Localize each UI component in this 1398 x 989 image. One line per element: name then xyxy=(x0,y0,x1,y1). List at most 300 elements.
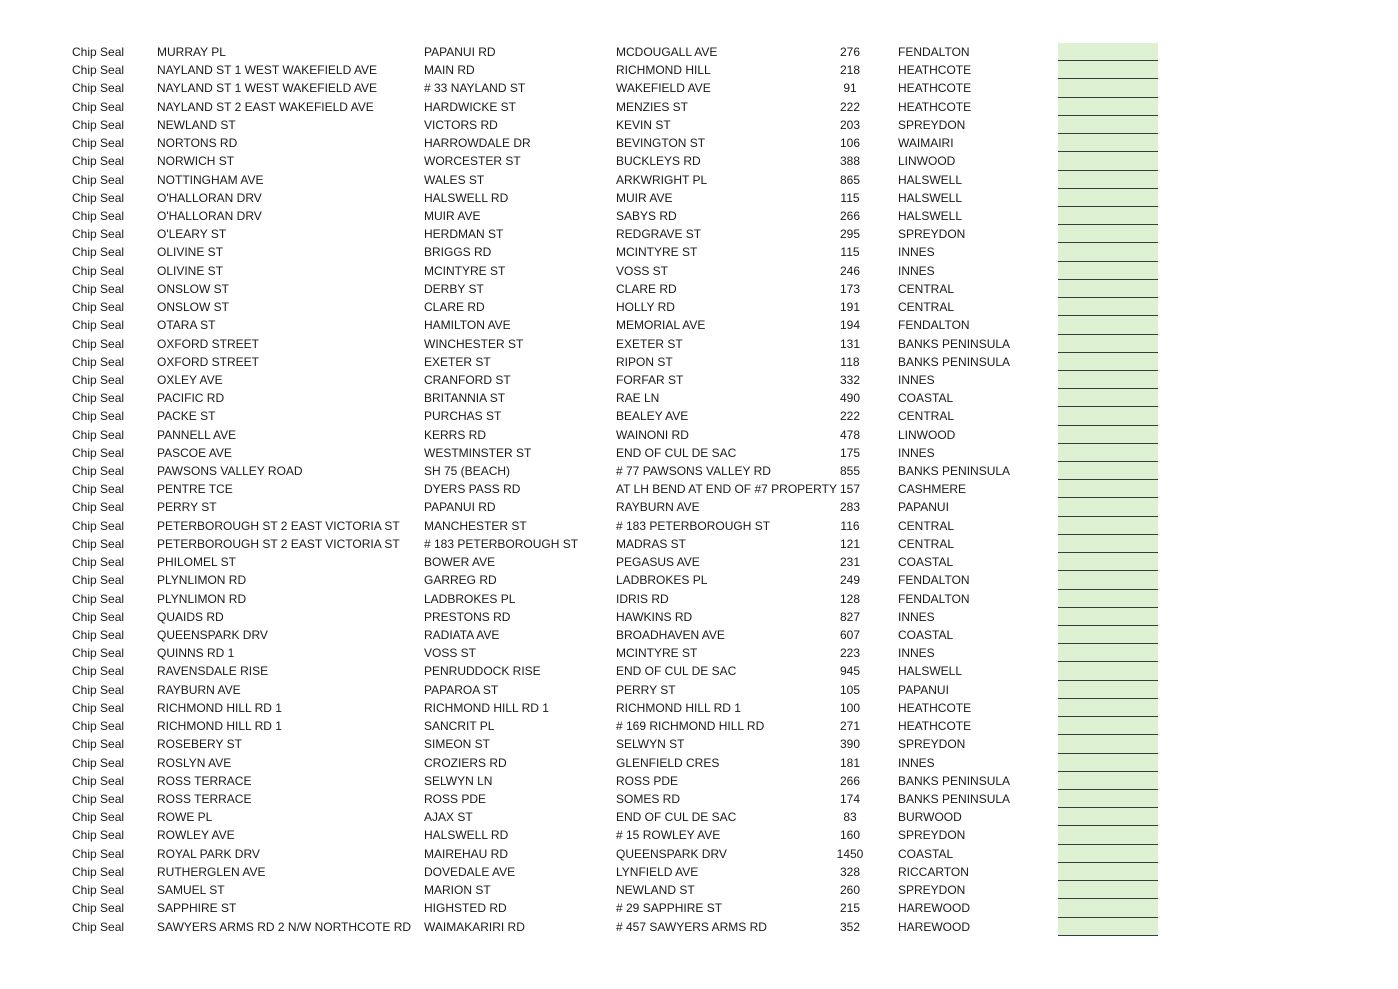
table-row xyxy=(0,462,1398,480)
table-row xyxy=(0,298,1398,316)
highlight-cell[interactable] xyxy=(1058,571,1158,589)
highlight-cell[interactable] xyxy=(1058,681,1158,699)
table-row xyxy=(0,918,1398,936)
from-cell: SIMEON ST xyxy=(424,737,491,752)
from-cell: MCINTYRE ST xyxy=(424,263,506,278)
ward-cell: COASTAL xyxy=(898,391,954,406)
length-cell: 157 xyxy=(839,482,861,497)
to-cell: REDGRAVE ST xyxy=(616,227,702,242)
highlight-cell[interactable] xyxy=(1058,845,1158,863)
highlight-cell[interactable] xyxy=(1058,134,1158,152)
to-cell: END OF CUL DE SAC xyxy=(616,445,737,460)
treatment-cell: Chip Seal xyxy=(72,63,125,78)
highlight-cell[interactable] xyxy=(1058,480,1158,498)
highlight-cell[interactable] xyxy=(1058,881,1158,899)
ward-cell: HALSWELL xyxy=(898,208,963,223)
ward-cell: FENDALTON xyxy=(898,45,970,59)
length-cell: 215 xyxy=(839,901,861,916)
to-cell: RAE LN xyxy=(616,391,660,406)
from-cell: BRIGGS RD xyxy=(424,245,492,260)
treatment-cell: Chip Seal xyxy=(72,99,125,114)
length-cell: 173 xyxy=(839,281,861,296)
treatment-cell: Chip Seal xyxy=(72,919,125,934)
highlight-cell[interactable] xyxy=(1058,207,1158,225)
to-cell: BEVINGTON ST xyxy=(616,136,706,151)
length-cell: 115 xyxy=(840,245,860,260)
highlight-cell[interactable] xyxy=(1058,626,1158,644)
street-cell: PHILOMEL ST xyxy=(157,555,236,570)
treatment-cell: Chip Seal xyxy=(72,427,125,442)
street-cell: QUINNS RD 1 xyxy=(157,646,235,661)
table-row xyxy=(0,116,1398,134)
street-cell: ROSS TERRACE xyxy=(157,791,252,806)
length-cell: 181 xyxy=(839,755,861,770)
length-cell: 283 xyxy=(839,500,861,515)
ward-cell: LINWOOD xyxy=(898,427,956,442)
from-cell: PRESTONS RD xyxy=(424,609,511,624)
street-cell: PLYNLIMON RD xyxy=(157,573,247,588)
from-cell: WINCHESTER ST xyxy=(424,336,524,351)
highlight-cell[interactable] xyxy=(1058,353,1158,371)
treatment-cell: Chip Seal xyxy=(72,482,125,497)
length-cell: 352 xyxy=(839,919,861,934)
table-row xyxy=(0,681,1398,699)
from-cell: KERRS RD xyxy=(424,427,487,442)
street-cell: SAWYERS ARMS RD 2 N/W NORTHCOTE RD xyxy=(157,919,412,934)
street-cell: RUTHERGLEN AVE xyxy=(157,864,266,879)
treatment-cell: Chip Seal xyxy=(72,81,125,96)
from-cell: MANCHESTER ST xyxy=(424,518,527,533)
highlight-cell[interactable] xyxy=(1058,98,1158,116)
to-cell: GLENFIELD CRES xyxy=(616,755,720,770)
ward-cell: CENTRAL xyxy=(898,300,955,315)
length-cell: 118 xyxy=(840,354,860,369)
from-cell: PAPANUI RD xyxy=(424,45,496,59)
highlight-cell[interactable] xyxy=(1058,444,1158,462)
table-row xyxy=(0,43,1398,61)
table-row xyxy=(0,571,1398,589)
to-cell: SOMES RD xyxy=(616,791,681,806)
highlight-cell[interactable] xyxy=(1058,280,1158,298)
to-cell: MCDOUGALL AVE xyxy=(616,45,718,59)
length-cell: 865 xyxy=(839,172,861,187)
ward-cell: WAIMAIRI xyxy=(898,136,954,151)
ward-cell: BANKS PENINSULA xyxy=(898,336,1011,351)
table-row xyxy=(0,171,1398,189)
length-cell: 388 xyxy=(839,154,861,169)
table-row xyxy=(0,899,1398,917)
from-cell: PURCHAS ST xyxy=(424,409,502,424)
street-cell: SAMUEL ST xyxy=(157,883,225,898)
street-cell: PASCOE AVE xyxy=(157,445,232,460)
ward-cell: BANKS PENINSULA xyxy=(898,464,1011,479)
to-cell: IDRIS RD xyxy=(616,591,669,606)
length-cell: 827 xyxy=(839,609,861,624)
to-cell: RAYBURN AVE xyxy=(616,500,700,515)
length-cell: 490 xyxy=(839,391,861,406)
to-cell: END OF CUL DE SAC xyxy=(616,810,737,825)
highlight-cell[interactable] xyxy=(1058,735,1158,753)
to-cell: FORFAR ST xyxy=(616,372,684,387)
to-cell: MCINTYRE ST xyxy=(616,245,698,260)
street-cell: OLIVINE ST xyxy=(157,263,224,278)
highlight-cell[interactable] xyxy=(1058,644,1158,662)
ward-cell: FENDALTON xyxy=(898,318,970,333)
from-cell: CROZIERS RD xyxy=(424,755,507,770)
street-cell: MURRAY PL xyxy=(157,45,226,59)
ward-cell: CENTRAL xyxy=(898,281,955,296)
street-cell: PACIFIC RD xyxy=(157,391,225,406)
street-cell: O'LEARY ST xyxy=(157,227,227,242)
treatment-cell: Chip Seal xyxy=(72,464,125,479)
street-cell: RAVENSDALE RISE xyxy=(157,664,269,679)
length-cell: 295 xyxy=(839,227,861,242)
from-cell: WALES ST xyxy=(424,172,485,187)
highlight-cell[interactable] xyxy=(1058,371,1158,389)
length-cell: 266 xyxy=(839,773,861,788)
table-row xyxy=(0,316,1398,334)
ward-cell: FENDALTON xyxy=(898,573,970,588)
from-cell: HALSWELL RD xyxy=(424,828,509,843)
ward-cell: INNES xyxy=(898,372,935,387)
treatment-cell: Chip Seal xyxy=(72,300,125,315)
street-cell: ROSEBERY ST xyxy=(157,737,242,752)
highlight-cell[interactable] xyxy=(1058,116,1158,134)
length-cell: 266 xyxy=(839,208,861,223)
ward-cell: FENDALTON xyxy=(898,591,970,606)
to-cell: SELWYN ST xyxy=(616,737,685,752)
highlight-cell[interactable] xyxy=(1058,590,1158,608)
highlight-cell[interactable] xyxy=(1058,717,1158,735)
treatment-cell: Chip Seal xyxy=(72,281,125,296)
table-row xyxy=(0,626,1398,644)
street-cell: ROSLYN AVE xyxy=(157,755,232,770)
highlight-cell[interactable] xyxy=(1058,826,1158,844)
street-cell: PENTRE TCE xyxy=(157,482,233,497)
ward-cell: PAPANUI xyxy=(898,682,949,697)
length-cell: 174 xyxy=(839,791,861,806)
street-cell: RICHMOND HILL RD 1 xyxy=(157,719,282,734)
to-cell: LYNFIELD AVE xyxy=(616,864,699,879)
highlight-cell[interactable] xyxy=(1058,225,1158,243)
length-cell: 332 xyxy=(839,372,861,387)
table-row xyxy=(0,608,1398,626)
street-cell: PETERBOROUGH ST 2 EAST VICTORIA ST xyxy=(157,518,400,533)
to-cell: WAKEFIELD AVE xyxy=(616,81,711,96)
table-row xyxy=(0,243,1398,261)
highlight-cell[interactable] xyxy=(1058,262,1158,280)
ward-cell: HALSWELL xyxy=(898,190,963,205)
treatment-cell: Chip Seal xyxy=(72,136,125,151)
to-cell: END OF CUL DE SAC xyxy=(616,664,737,679)
table-row xyxy=(0,426,1398,444)
street-cell: PAWSONS VALLEY ROAD xyxy=(157,464,303,479)
length-cell: 249 xyxy=(839,573,861,588)
treatment-cell: Chip Seal xyxy=(72,190,125,205)
highlight-cell[interactable] xyxy=(1058,189,1158,207)
from-cell: PAPAROA ST xyxy=(424,682,499,697)
treatment-cell: Chip Seal xyxy=(72,591,125,606)
to-cell: MADRAS ST xyxy=(616,536,687,551)
length-cell: 175 xyxy=(839,445,861,460)
length-cell: 131 xyxy=(839,336,861,351)
length-cell: 607 xyxy=(839,628,861,642)
to-cell: PEGASUS AVE xyxy=(616,555,700,570)
street-cell: OTARA ST xyxy=(157,318,216,333)
to-cell: MEMORIAL AVE xyxy=(616,318,706,333)
ward-cell: HEATHCOTE xyxy=(898,99,972,114)
ward-cell: INNES xyxy=(898,609,935,624)
table-row xyxy=(0,517,1398,535)
highlight-cell[interactable] xyxy=(1058,243,1158,261)
street-cell: ONSLOW ST xyxy=(157,300,230,315)
treatment-cell: Chip Seal xyxy=(72,609,125,624)
from-cell: HAMILTON AVE xyxy=(424,318,511,333)
length-cell: 222 xyxy=(839,99,861,114)
to-cell: EXETER ST xyxy=(616,336,683,351)
length-cell: 105 xyxy=(839,682,861,697)
table-row xyxy=(0,699,1398,717)
treatment-cell: Chip Seal xyxy=(72,755,125,770)
from-cell: HIGHSTED RD xyxy=(424,901,507,916)
from-cell: RADIATA AVE xyxy=(424,628,500,642)
street-cell: NAYLAND ST 1 WEST WAKEFIELD AVE xyxy=(157,63,378,78)
street-cell: NORTONS RD xyxy=(157,136,238,151)
length-cell: 328 xyxy=(839,864,861,879)
from-cell: HALSWELL RD xyxy=(424,190,509,205)
table-row xyxy=(0,717,1398,735)
from-cell: DYERS PASS RD xyxy=(424,482,521,497)
from-cell: MUIR AVE xyxy=(424,208,481,223)
to-cell: ROSS PDE xyxy=(616,773,679,788)
table-row xyxy=(0,881,1398,899)
street-cell: O'HALLORAN DRV xyxy=(157,208,262,223)
from-cell: BOWER AVE xyxy=(424,555,496,570)
ward-cell: BANKS PENINSULA xyxy=(898,773,1011,788)
from-cell: MAIN RD xyxy=(424,63,475,78)
highlight-cell[interactable] xyxy=(1058,61,1158,79)
table-row xyxy=(0,644,1398,662)
ward-cell: INNES xyxy=(898,263,935,278)
table-row xyxy=(0,863,1398,881)
treatment-cell: Chip Seal xyxy=(72,45,125,59)
to-cell: ARKWRIGHT PL xyxy=(616,172,708,187)
ward-cell: HEATHCOTE xyxy=(898,81,972,96)
highlight-cell[interactable] xyxy=(1058,298,1158,316)
from-cell: ROSS PDE xyxy=(424,791,487,806)
table-row xyxy=(0,79,1398,97)
treatment-cell: Chip Seal xyxy=(72,700,125,715)
highlight-cell[interactable] xyxy=(1058,152,1158,170)
length-cell: 478 xyxy=(839,427,861,442)
table-row xyxy=(0,480,1398,498)
table-row xyxy=(0,845,1398,863)
ward-cell: SPREYDON xyxy=(898,227,966,242)
ward-cell: INNES xyxy=(898,445,935,460)
table-row xyxy=(0,225,1398,243)
from-cell: WORCESTER ST xyxy=(424,154,521,169)
ward-cell: COASTAL xyxy=(898,555,954,570)
treatment-cell: Chip Seal xyxy=(72,719,125,734)
length-cell: 218 xyxy=(839,63,861,78)
table-row xyxy=(0,662,1398,680)
treatment-cell: Chip Seal xyxy=(72,336,125,351)
length-cell: 246 xyxy=(839,263,861,278)
from-cell: HARDWICKE ST xyxy=(424,99,517,114)
street-cell: NAYLAND ST 1 WEST WAKEFIELD AVE xyxy=(157,81,378,96)
from-cell: LADBROKES PL xyxy=(424,591,516,606)
from-cell: # 33 NAYLAND ST xyxy=(424,81,526,96)
street-cell: ROWLEY AVE xyxy=(157,828,235,843)
ward-cell: SPREYDON xyxy=(898,883,966,898)
highlight-cell[interactable] xyxy=(1058,335,1158,353)
street-cell: NEWLAND ST xyxy=(157,117,236,132)
ward-cell: INNES xyxy=(898,755,935,770)
treatment-cell: Chip Seal xyxy=(72,354,125,369)
ward-cell: HAREWOOD xyxy=(898,919,970,934)
treatment-cell: Chip Seal xyxy=(72,682,125,697)
highlight-cell[interactable] xyxy=(1058,699,1158,717)
length-cell: 276 xyxy=(839,45,861,59)
ward-cell: INNES xyxy=(898,245,935,260)
highlight-cell[interactable] xyxy=(1058,790,1158,808)
from-cell: CRANFORD ST xyxy=(424,372,511,387)
from-cell: WAIMAKARIRI RD xyxy=(424,919,525,934)
to-cell: VOSS ST xyxy=(616,263,669,278)
highlight-cell[interactable] xyxy=(1058,535,1158,553)
treatment-cell: Chip Seal xyxy=(72,445,125,460)
street-cell: ONSLOW ST xyxy=(157,281,230,296)
treatment-cell: Chip Seal xyxy=(72,883,125,898)
length-cell: 203 xyxy=(839,117,861,132)
table-row xyxy=(0,262,1398,280)
street-cell: OXFORD STREET xyxy=(157,354,260,369)
ward-cell: LINWOOD xyxy=(898,154,956,169)
street-table xyxy=(0,43,1398,936)
table-row xyxy=(0,535,1398,553)
treatment-cell: Chip Seal xyxy=(72,573,125,588)
to-cell: RICHMOND HILL xyxy=(616,63,711,78)
street-cell: ROSS TERRACE xyxy=(157,773,252,788)
length-cell: 191 xyxy=(839,300,861,315)
length-cell: 83 xyxy=(843,810,857,825)
highlight-cell[interactable] xyxy=(1058,899,1158,917)
to-cell: BEALEY AVE xyxy=(616,409,689,424)
treatment-cell: Chip Seal xyxy=(72,409,125,424)
highlight-cell[interactable] xyxy=(1058,426,1158,444)
to-cell: AT LH BEND AT END OF #7 PROPERTY xyxy=(616,482,837,497)
street-cell: SAPPHIRE ST xyxy=(157,901,237,916)
to-cell: # 457 SAWYERS ARMS RD xyxy=(616,919,767,934)
table-row xyxy=(0,353,1398,371)
from-cell: HARROWDALE DR xyxy=(424,136,531,151)
treatment-cell: Chip Seal xyxy=(72,263,125,278)
to-cell: PERRY ST xyxy=(616,682,676,697)
table-row xyxy=(0,389,1398,407)
highlight-cell[interactable] xyxy=(1058,553,1158,571)
from-cell: VICTORS RD xyxy=(424,117,498,132)
to-cell: RIPON ST xyxy=(616,354,673,369)
table-row xyxy=(0,134,1398,152)
street-cell: NOTTINGHAM AVE xyxy=(157,172,264,187)
highlight-cell[interactable] xyxy=(1058,918,1158,936)
treatment-cell: Chip Seal xyxy=(72,773,125,788)
from-cell: PENRUDDOCK RISE xyxy=(424,664,541,679)
treatment-cell: Chip Seal xyxy=(72,208,125,223)
length-cell: 260 xyxy=(839,883,861,898)
to-cell: MENZIES ST xyxy=(616,99,689,114)
highlight-cell[interactable] xyxy=(1058,462,1158,480)
highlight-cell[interactable] xyxy=(1058,498,1158,516)
street-cell: NAYLAND ST 2 EAST WAKEFIELD AVE xyxy=(157,99,374,114)
from-cell: WESTMINSTER ST xyxy=(424,445,532,460)
from-cell: MAIREHAU RD xyxy=(424,846,509,861)
ward-cell: RICCARTON xyxy=(898,864,969,879)
street-cell: OLIVINE ST xyxy=(157,245,224,260)
highlight-cell[interactable] xyxy=(1058,863,1158,881)
highlight-cell[interactable] xyxy=(1058,754,1158,772)
to-cell: WAINONI RD xyxy=(616,427,689,442)
from-cell: HERDMAN ST xyxy=(424,227,504,242)
length-cell: 91 xyxy=(843,81,857,96)
from-cell: DOVEDALE AVE xyxy=(424,864,516,879)
treatment-cell: Chip Seal xyxy=(72,791,125,806)
length-cell: 115 xyxy=(840,190,860,205)
from-cell: DERBY ST xyxy=(424,281,484,296)
length-cell: 390 xyxy=(839,737,861,752)
length-cell: 106 xyxy=(839,136,861,151)
highlight-cell[interactable] xyxy=(1058,79,1158,97)
street-cell: OXLEY AVE xyxy=(157,372,223,387)
to-cell: # 169 RICHMOND HILL RD xyxy=(616,719,765,734)
treatment-cell: Chip Seal xyxy=(72,318,125,333)
ward-cell: CENTRAL xyxy=(898,518,955,533)
treatment-cell: Chip Seal xyxy=(72,227,125,242)
table-row xyxy=(0,772,1398,790)
ward-cell: PAPANUI xyxy=(898,500,949,515)
from-cell: VOSS ST xyxy=(424,646,477,661)
treatment-cell: Chip Seal xyxy=(72,828,125,843)
length-cell: 116 xyxy=(840,518,860,533)
highlight-cell[interactable] xyxy=(1058,772,1158,790)
highlight-cell[interactable] xyxy=(1058,171,1158,189)
ward-cell: BANKS PENINSULA xyxy=(898,791,1011,806)
highlight-cell[interactable] xyxy=(1058,316,1158,334)
highlight-cell[interactable] xyxy=(1058,608,1158,626)
highlight-cell[interactable] xyxy=(1058,808,1158,826)
table-row xyxy=(0,826,1398,844)
to-cell: MUIR AVE xyxy=(616,190,673,205)
highlight-cell[interactable] xyxy=(1058,517,1158,535)
highlight-cell[interactable] xyxy=(1058,43,1158,61)
to-cell: LADBROKES PL xyxy=(616,573,708,588)
table-row xyxy=(0,444,1398,462)
to-cell: CLARE RD xyxy=(616,281,677,296)
highlight-cell[interactable] xyxy=(1058,407,1158,425)
treatment-cell: Chip Seal xyxy=(72,737,125,752)
highlight-cell[interactable] xyxy=(1058,389,1158,407)
table-row xyxy=(0,280,1398,298)
to-cell: HAWKINS RD xyxy=(616,609,693,624)
to-cell: # 15 ROWLEY AVE xyxy=(616,828,721,843)
treatment-cell: Chip Seal xyxy=(72,117,125,132)
to-cell: HOLLY RD xyxy=(616,300,675,315)
street-cell: PACKE ST xyxy=(157,409,216,424)
ward-cell: HAREWOOD xyxy=(898,901,970,916)
table-row xyxy=(0,98,1398,116)
highlight-cell[interactable] xyxy=(1058,662,1158,680)
from-cell: AJAX ST xyxy=(424,810,473,825)
